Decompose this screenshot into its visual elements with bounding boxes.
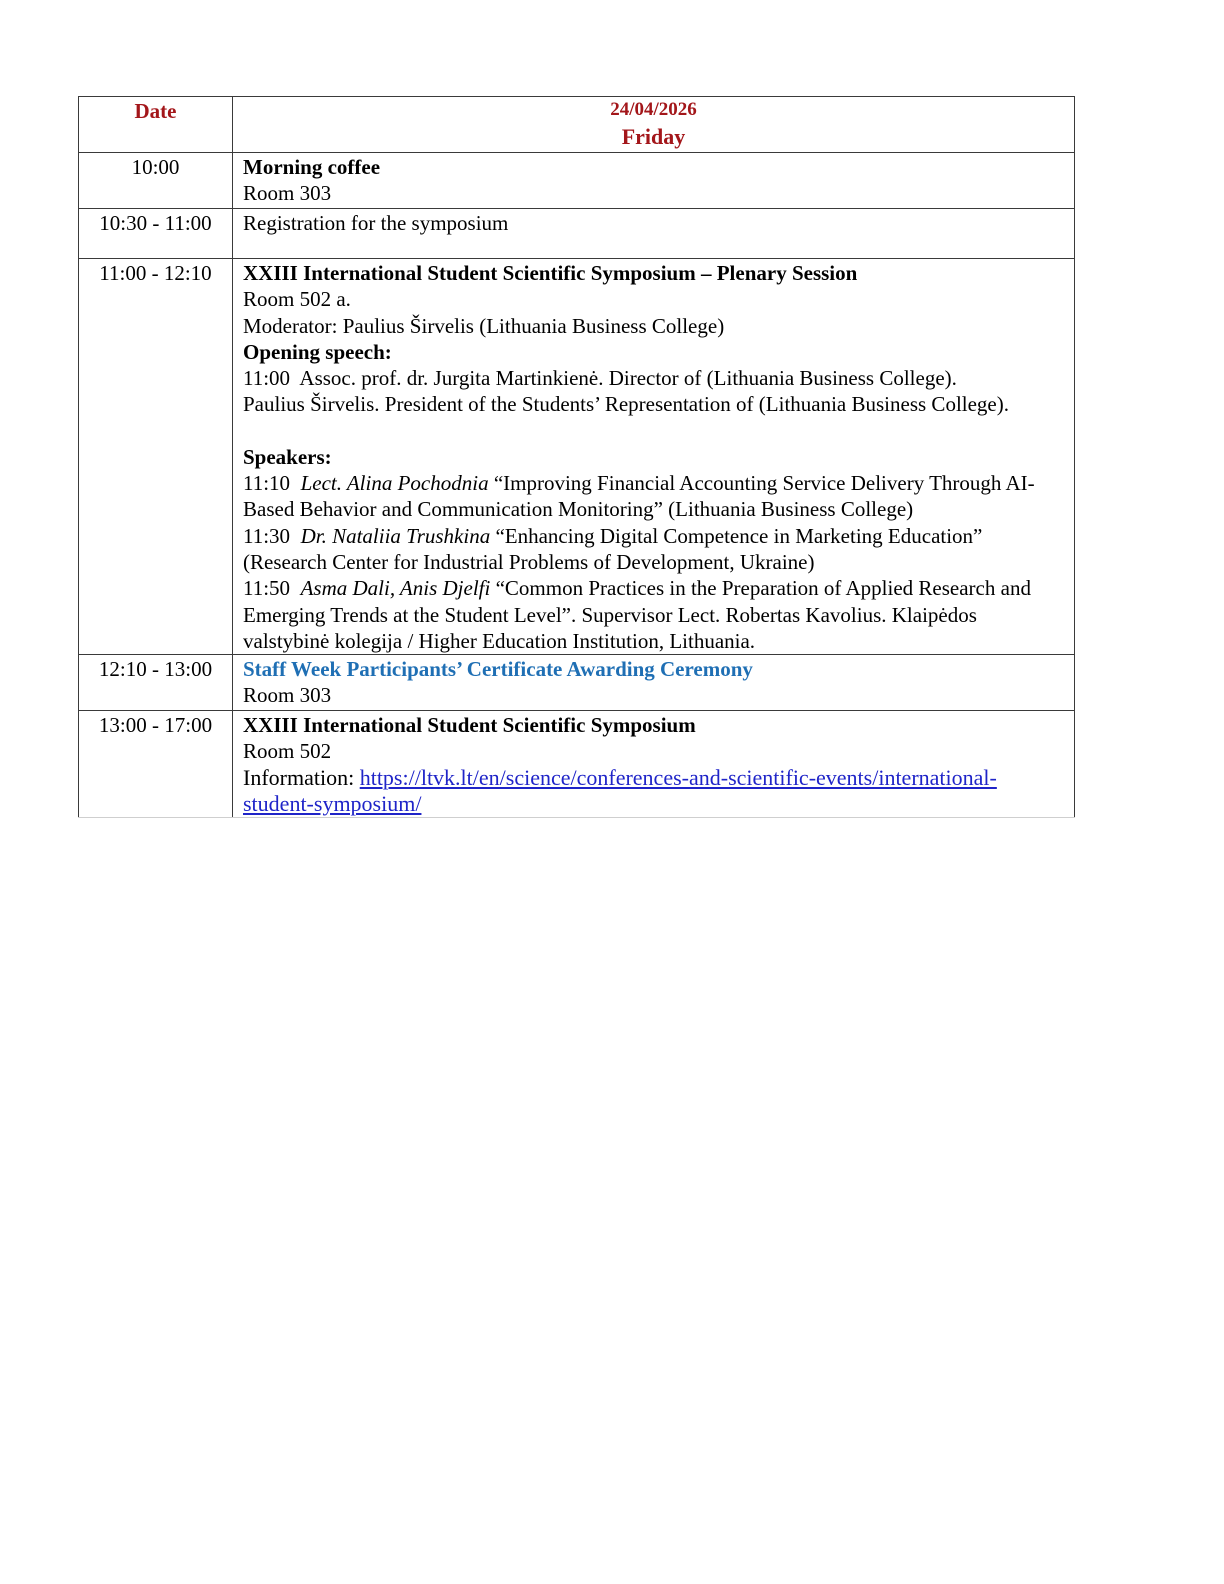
speaker-entry — [243, 575, 1070, 654]
speaker-talk: “Enhancing Digital Competence in Marketing Education” — [495, 523, 983, 548]
opening-speech-label: Opening speech: — [243, 339, 392, 364]
time-cell: 11:00 - 12:10 — [79, 259, 233, 655]
date-header-label: Date — [79, 97, 233, 153]
speaker-name: Dr. Nataliia Trushkina — [300, 523, 491, 548]
event-title: XXIII International Student Scientific Symposium – Plenary Session — [243, 261, 858, 285]
day-header — [233, 97, 1075, 153]
table-row — [79, 209, 1075, 259]
event-cell — [233, 259, 1075, 655]
symposium-link[interactable]: student-symposium/ — [243, 790, 422, 816]
time-cell: 10:30 - 11:00 — [79, 209, 233, 259]
speaker-name: Lect. Alina Pochodnia — [300, 471, 489, 496]
speaker-talk: (Research Center for Industrial Problems of Development, Ukraine) — [243, 549, 815, 574]
speaker-talk: “Common Practices in the Preparation of Applied Research and — [495, 576, 1031, 601]
event-title: XXIII International Student Scientific Symposium — [243, 713, 696, 738]
speaker-talk: “Improving Financial Accounting Service Delivery Through AI- — [493, 471, 1035, 496]
event-cell — [233, 655, 1075, 711]
event-room: Room 502 a. — [243, 287, 351, 312]
speaker-entry — [243, 470, 1070, 523]
speakers-label: Speakers: — [243, 444, 332, 469]
table-row — [79, 259, 1075, 655]
speaker-time: 11:50 — [243, 576, 291, 601]
speaker-talk: valstybinė kolegija / Higher Education Institution, Lithuania. — [243, 628, 756, 653]
day-value: Friday — [621, 124, 686, 149]
speaker-time: 11:10 — [243, 471, 291, 496]
speaker-entry — [243, 523, 1070, 576]
opening-speech-line — [243, 365, 1070, 391]
opening-time: 11:00 — [243, 366, 291, 391]
info-line — [243, 765, 1070, 791]
moderator: Moderator: Paulius Širvelis (Lithuania Business College) — [243, 313, 725, 338]
symposium-link[interactable]: https://ltvk.lt/en/science/conferences-and-scientific-events/international- — [359, 764, 997, 790]
table-row — [79, 711, 1075, 818]
date-value: 24/04/2026 — [610, 99, 697, 120]
time-cell: 10:00 — [79, 153, 233, 209]
spacer — [243, 418, 1070, 444]
info-line — [243, 791, 1070, 817]
time-cell: 12:10 - 13:00 — [79, 655, 233, 711]
speaker-time: 11:30 — [243, 523, 291, 548]
speaker-talk: Emerging Trends at the Student Level”. Supervisor Lect. Robertas Kavolius. Klaipėdos — [243, 602, 977, 627]
info-label: Information: — [243, 764, 355, 790]
event-room: Room 303 — [243, 181, 332, 206]
time-cell: 13:00 - 17:00 — [79, 711, 233, 818]
event-room: Room 303 — [243, 683, 332, 708]
speaker-name: Asma Dali, Anis Djelfi — [300, 576, 491, 601]
schedule-table — [78, 96, 1075, 818]
event-title: Registration for the symposium — [243, 211, 509, 235]
event-cell — [233, 711, 1075, 818]
event-title: Morning coffee — [243, 155, 381, 179]
speaker-talk: Based Behavior and Communication Monitoring” (Lithuania Business College) — [243, 497, 914, 522]
event-room: Room 502 — [243, 739, 332, 764]
event-cell — [233, 153, 1075, 209]
table-row — [79, 655, 1075, 711]
event-cell — [233, 209, 1075, 259]
opening-speaker: Assoc. prof. dr. Jurgita Martinkienė. Director of (Lithuania Business College). — [299, 366, 957, 391]
table-row — [79, 153, 1075, 209]
event-title: Staff Week Participants’ Certificate Awarding Ceremony — [243, 657, 753, 682]
opening-speech-line: Paulius Širvelis. President of the Students’ Representation of (Lithuania Business College). — [243, 392, 1009, 417]
header-row — [79, 97, 1075, 153]
